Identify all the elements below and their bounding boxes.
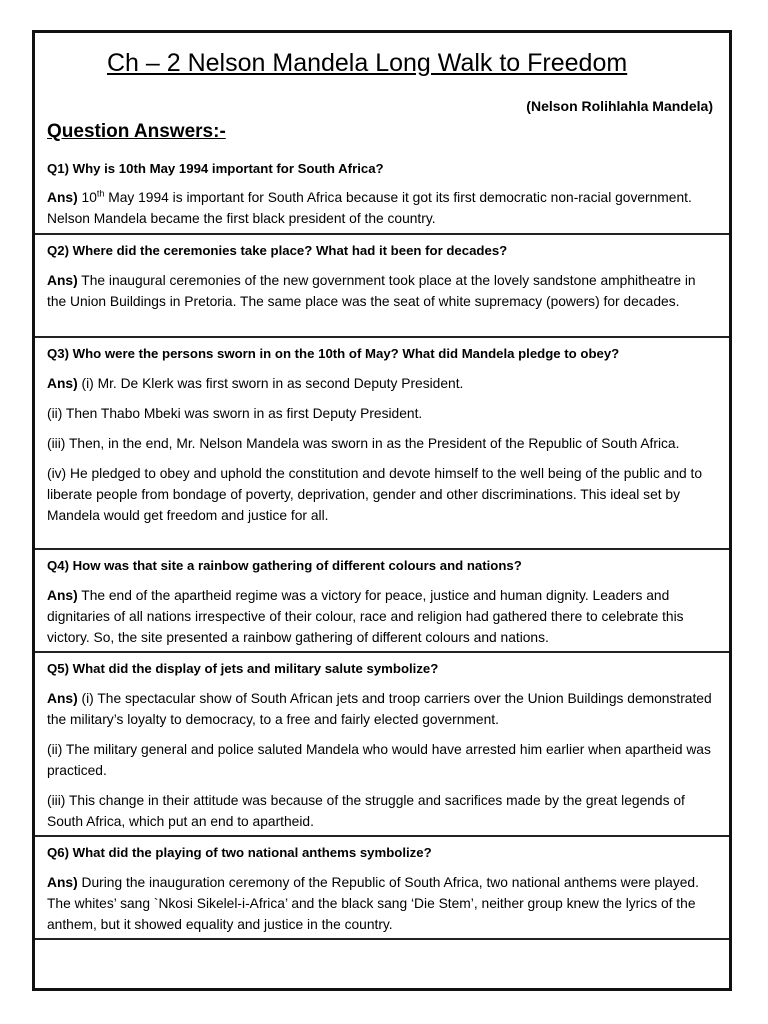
answer-3-iii: (iii) Then, in the end, Mr. Nelson Mandela was sworn in as the President of the Republic of South Africa. bbox=[47, 436, 680, 451]
document-page bbox=[32, 30, 732, 991]
author-name: (Nelson Rolihlahla Mandela) bbox=[526, 98, 713, 114]
answer-3-i: Ans) (i) Mr. De Klerk was first sworn in as second Deputy President. bbox=[47, 376, 464, 391]
answer-3-ii: (ii) Then Thabo Mbeki was sworn in as first Deputy President. bbox=[47, 406, 423, 421]
qa-section-3 bbox=[35, 338, 729, 550]
question-3: Q3) Who were the persons sworn in on the 10th of May? What did Mandela pledge to obey? bbox=[47, 346, 620, 361]
page-title: Ch – 2 Nelson Mandela Long Walk to Freedom bbox=[107, 49, 628, 77]
ans-label: Ans) bbox=[47, 875, 78, 890]
qa-section-2 bbox=[35, 235, 729, 338]
question-4: Q4) How was that site a rainbow gathering of different colours and nations? bbox=[47, 558, 522, 573]
header-section bbox=[35, 33, 729, 235]
question-2: Q2) Where did the ceremonies take place? What had it been for decades? bbox=[47, 243, 508, 258]
qa-section-5 bbox=[35, 653, 729, 837]
ans-label: Ans) bbox=[47, 273, 78, 288]
answer-5-iii: (iii) This change in their attitude was because of the struggle and sacrifices made by the great legends of South Africa, which put an end to apartheid. bbox=[47, 793, 685, 829]
ans-label: Ans) bbox=[47, 376, 78, 391]
answer-5-ii: (ii) The military general and police saluted Mandela who would have arrested him earlier when apartheid was practiced. bbox=[47, 742, 711, 778]
ans-label: Ans) bbox=[47, 691, 78, 706]
ans-label: Ans) bbox=[47, 588, 78, 603]
answer-5-i: Ans) (i) The spectacular show of South African jets and troop carriers over the Union Buildings demonstrated the military’s loyalty to democracy, to a free and fairly elected government. bbox=[47, 691, 712, 727]
ans-label: Ans) bbox=[47, 190, 78, 205]
qa-section-6 bbox=[35, 837, 729, 940]
answer-2: Ans) The inaugural ceremonies of the new government took place at the lovely sandstone amphitheatre in the Union Buildings in Pretoria. The same place was the seat of white supremacy (powers) for decades. bbox=[47, 273, 696, 309]
qa-section-4 bbox=[35, 550, 729, 653]
question-5: Q5) What did the display of jets and military salute symbolize? bbox=[47, 661, 439, 676]
answer-6: Ans) During the inauguration ceremony of the Republic of South Africa, two national anthems were played. The whites’ sang `Nkosi Sikelel-i-Africa’ and the black sang ‘Die Stem’, neither group knew the lyrics of the anthem, but it showed equality and justice in the country. bbox=[47, 875, 699, 932]
question-1: Q1) Why is 10th May 1994 important for South Africa? bbox=[47, 161, 384, 176]
question-6: Q6) What did the playing of two national anthems symbolize? bbox=[47, 845, 432, 860]
qa-heading: Question Answers:- bbox=[47, 121, 226, 142]
answer-4: Ans) The end of the apartheid regime was a victory for peace, justice and human dignity. Leaders and dignitaries of all nations irrespective of their colour, race and religion had gathered there to celebrate this victory. So, the site presented a rainbow gathering of different colours and nations. bbox=[47, 588, 684, 645]
answer-3-iv: (iv) He pledged to obey and uphold the constitution and devote himself to the well being of the public and to liberate people from bondage of poverty, deprivation, gender and other discriminations. This ideal set by Mandela would get freedom and justice for all. bbox=[47, 466, 703, 523]
answer-1: Ans) 10th May 1994 is important for South Africa because it got its first democratic non-racial government. Nelson Mandela became the first black president of the country. bbox=[47, 188, 692, 226]
